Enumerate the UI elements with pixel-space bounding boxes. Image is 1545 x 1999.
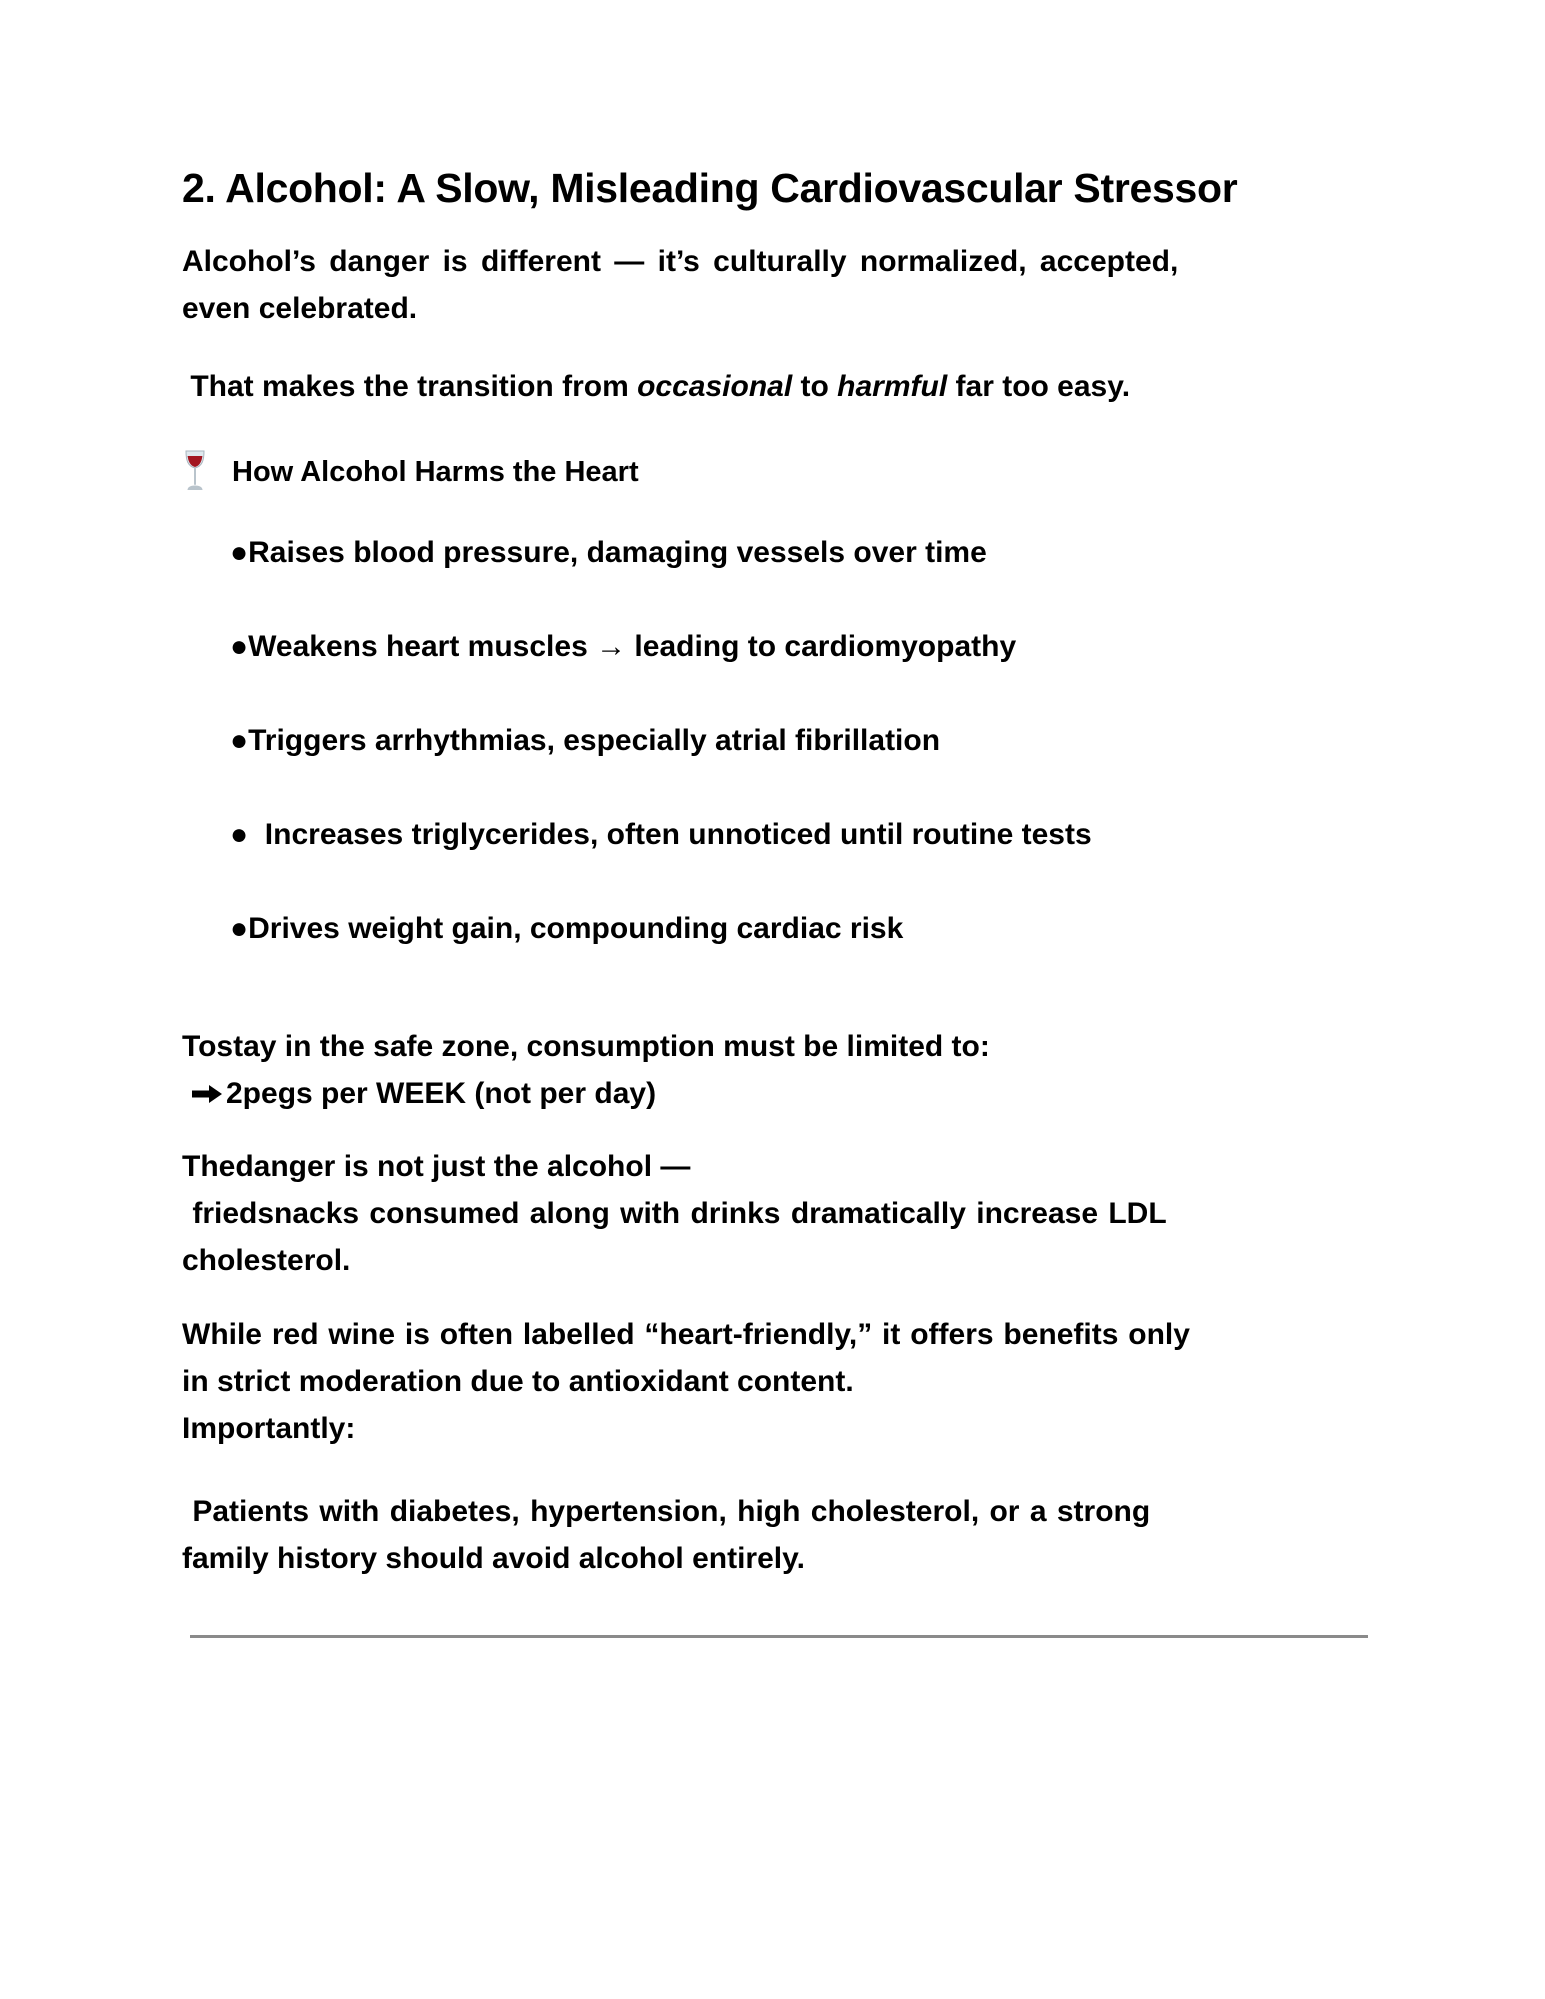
red-wine-paragraph xyxy=(182,1311,1372,1452)
intro-paragraph xyxy=(182,238,1372,332)
text-line: friedsnacks consumed along with drinks dramatically increase LDL xyxy=(182,1197,1167,1230)
bullet-marker: ● xyxy=(230,536,249,569)
bullet-marker: ● xyxy=(230,912,249,945)
text-line: cholesterol. xyxy=(182,1244,351,1277)
list-item xyxy=(230,623,1372,670)
plain-text: That makes the transition from xyxy=(182,370,638,403)
text-line: Importantly: xyxy=(182,1412,356,1445)
page-title: 2. Alcohol: A Slow, Misleading Cardiovascular Stressor xyxy=(182,165,1238,211)
bullet-marker: ● xyxy=(230,818,249,851)
text-line: Thedanger is not just the alcohol — xyxy=(182,1150,691,1183)
text-line: Alcohol’s danger is different — it’s culturally normalized, accepted, xyxy=(182,245,1179,278)
safe-zone-line2-row xyxy=(182,1070,1372,1117)
bullet-marker: ● xyxy=(230,724,249,757)
list-item xyxy=(230,811,1372,858)
section-heading: How Alcohol Harms the Heart xyxy=(232,456,639,488)
harm-list xyxy=(182,529,1372,952)
right-arrow-icon xyxy=(190,1082,224,1106)
bullet-marker: ● xyxy=(230,630,249,663)
bullet-text: Raises blood pressure, damaging vessels over time xyxy=(248,536,987,569)
section-divider xyxy=(190,1635,1368,1638)
patients-paragraph xyxy=(182,1488,1372,1582)
document-content xyxy=(182,163,1372,1638)
text-line: family history should avoid alcohol entirely. xyxy=(182,1542,805,1575)
plain-text: far too easy. xyxy=(947,370,1131,403)
safe-zone-line2: 2pegs per WEEK (not per day) xyxy=(226,1077,657,1110)
italic-text: harmful xyxy=(837,370,948,403)
list-item xyxy=(230,717,1372,764)
wine-glass-icon xyxy=(182,449,208,493)
text-line: in strict moderation due to antioxidant content. xyxy=(182,1365,854,1398)
bullet-text: Drives weight gain, compounding cardiac risk xyxy=(248,912,904,945)
list-item xyxy=(230,905,1372,952)
text-line: Patients with diabetes, hypertension, high cholesterol, or a strong xyxy=(182,1495,1151,1528)
list-item xyxy=(230,529,1372,576)
bullet-text: Increases triglycerides, often unnoticed until routine tests xyxy=(248,818,1092,851)
bullet-text: Weakens heart muscles → leading to cardiomyopathy xyxy=(248,630,1017,663)
text-line: even celebrated. xyxy=(182,292,418,325)
section-heading-row xyxy=(182,449,1372,496)
transition-paragraph xyxy=(182,363,1372,410)
danger-paragraph xyxy=(182,1143,1372,1284)
safe-zone-paragraph xyxy=(182,1023,1372,1117)
italic-text: occasional xyxy=(637,370,793,403)
bullet-text: Triggers arrhythmias, especially atrial fibrillation xyxy=(248,724,941,757)
text-line: While red wine is often labelled “heart-friendly,” it offers benefits only xyxy=(182,1318,1190,1351)
safe-zone-line1: Tostay in the safe zone, consumption must be limited to: xyxy=(182,1030,990,1063)
plain-text: to xyxy=(792,370,838,403)
